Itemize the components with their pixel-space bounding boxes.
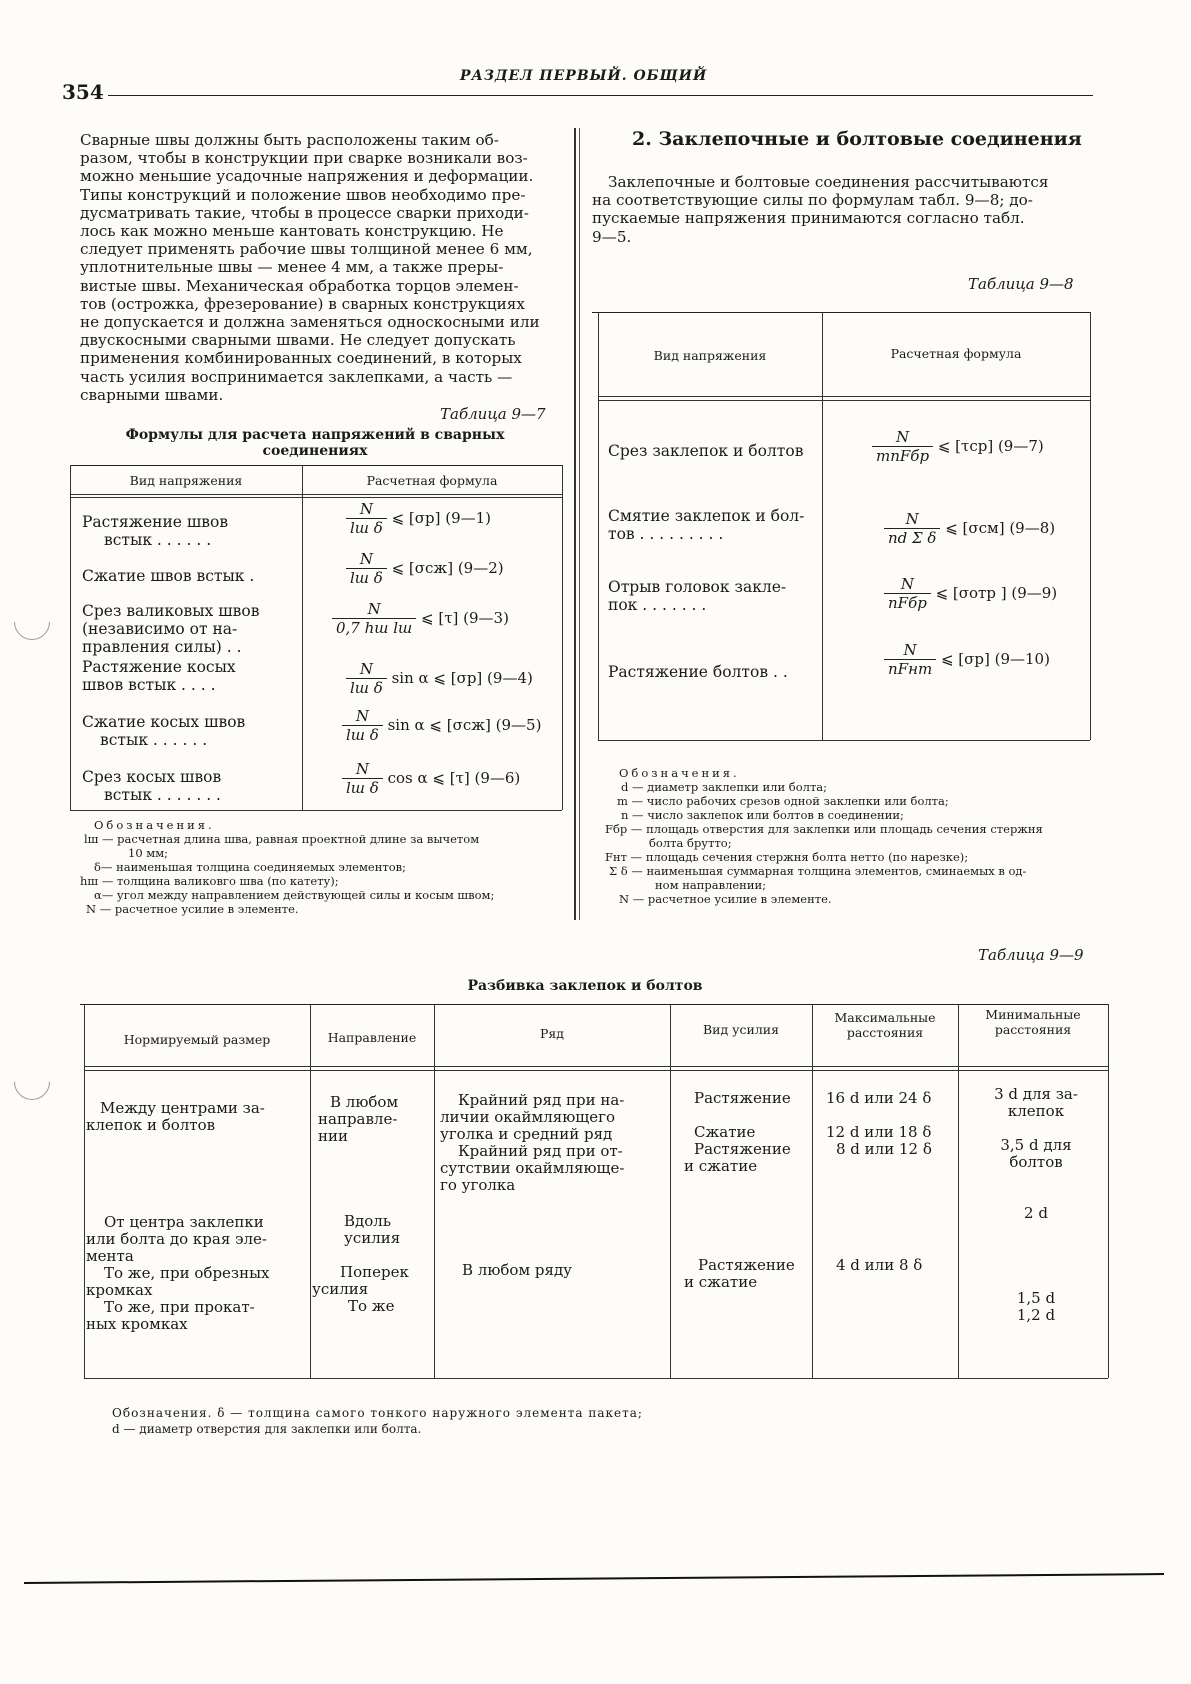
text-line: 9—5. bbox=[592, 227, 632, 246]
denominator: lш δ bbox=[346, 678, 387, 698]
numerator: N bbox=[355, 760, 369, 778]
header-rule bbox=[108, 95, 1093, 96]
formula-rest: ⩽ [τ] (9—3) bbox=[416, 609, 509, 627]
table97-formula bbox=[346, 500, 491, 538]
table99-left-border bbox=[84, 1004, 85, 1378]
table99-top-rule bbox=[80, 1004, 1108, 1005]
table98-header-kind: Вид напряжения bbox=[653, 348, 767, 363]
formula-rest: ⩽ [σотр ] (9—9) bbox=[930, 584, 1058, 602]
cell-line: То же, при обрезных bbox=[104, 1264, 270, 1282]
table97-header-formula: Расчетная формула bbox=[366, 473, 498, 488]
header-line: Минимальные bbox=[985, 1007, 1081, 1022]
text-line: уплотнительные швы — менее 4 мм, а также преры- bbox=[80, 258, 504, 277]
table98-left-border bbox=[598, 312, 599, 740]
row-label-line: правления силы) . . bbox=[82, 638, 242, 656]
cell-line: То же, при прокат- bbox=[104, 1298, 255, 1316]
cell-line: и сжатие bbox=[684, 1273, 758, 1291]
formula-rest: sin α ⩽ [σр] (9—4) bbox=[386, 669, 533, 687]
table97-row-label bbox=[82, 713, 297, 749]
row-label-line: Срез валиковых швов bbox=[82, 602, 260, 620]
table99-col-divider bbox=[812, 1004, 813, 1378]
table99-col-max bbox=[826, 1090, 956, 1274]
table99-col-force bbox=[684, 1090, 812, 1291]
table97-title-line: Формулы для расчета напряжений в сварных bbox=[125, 427, 505, 443]
numerator: N bbox=[359, 550, 373, 568]
table99-header-size: Нормируемый размер bbox=[123, 1032, 271, 1047]
table97-notes bbox=[80, 818, 570, 916]
cell-line: направле- bbox=[318, 1110, 398, 1128]
table98-bottom-rule bbox=[598, 740, 1090, 741]
table97-title bbox=[70, 427, 560, 459]
fraction bbox=[346, 550, 387, 588]
cell-line: усилия bbox=[312, 1280, 369, 1298]
row-label-line: встык . . . . . . . bbox=[104, 786, 221, 804]
note-line: hш — толщина валиковго шва (по катету); bbox=[80, 874, 339, 888]
page-number: 354 bbox=[62, 80, 104, 104]
table97-col-divider bbox=[302, 465, 303, 810]
fraction bbox=[884, 510, 940, 548]
cell-line: Вдоль bbox=[344, 1212, 391, 1230]
cell-line: Растяжение bbox=[694, 1089, 791, 1107]
text-line: дусматривать такие, чтобы в процессе сварки приходи- bbox=[80, 203, 529, 222]
note-line: d — диаметр отверстия для заклепки или болта. bbox=[112, 1422, 422, 1436]
table97-bottom-rule bbox=[70, 810, 562, 811]
table99-col-direction bbox=[312, 1093, 432, 1315]
cell-line: 12 d или 18 δ bbox=[826, 1123, 932, 1141]
cell-line: 8 d или 12 δ bbox=[836, 1140, 932, 1158]
cell-line: Растяжение bbox=[694, 1140, 791, 1158]
table99-header-max bbox=[812, 1010, 958, 1040]
row-label-line: Смятие заклепок и бол- bbox=[608, 507, 805, 525]
numerator: N bbox=[355, 707, 369, 725]
spacer bbox=[826, 1107, 956, 1124]
cell-line: личии окаймляющего bbox=[440, 1108, 615, 1126]
note-line: Обозначения. δ — толщина самого тонкого наружного элемента пакета; bbox=[112, 1406, 643, 1420]
cell-line: мента bbox=[86, 1247, 134, 1265]
cell-line: уголка и средний ряд bbox=[440, 1125, 613, 1143]
cell-line: нии bbox=[318, 1127, 348, 1145]
table98-caption: Таблица 9—8 bbox=[968, 275, 1074, 293]
cell-line: клепок и болтов bbox=[86, 1116, 216, 1134]
cell-line: Крайний ряд при от- bbox=[458, 1142, 623, 1160]
table99-col-divider bbox=[958, 1004, 959, 1378]
table98-row-label bbox=[608, 578, 823, 614]
numerator: N bbox=[895, 428, 910, 446]
formula-rest: ⩽ [σр] (9—1) bbox=[386, 509, 492, 527]
note-line: N — расчетное усилие в элементе. bbox=[619, 892, 832, 906]
text-line: следует применять рабочие швы толщиной менее 6 мм, bbox=[80, 240, 533, 259]
right-paragraph bbox=[592, 173, 1087, 246]
text-line: не допускается и должна заменяться односкосными или bbox=[80, 313, 540, 332]
numerator: N bbox=[359, 660, 373, 678]
table97-header-rule bbox=[70, 494, 562, 495]
text-line: сварными швами. bbox=[80, 385, 224, 404]
cell-line: 3 d для за- bbox=[994, 1085, 1078, 1103]
table98-row-label bbox=[608, 663, 823, 681]
spacer bbox=[684, 1107, 812, 1124]
table97-left-border bbox=[70, 465, 71, 810]
text-line: можно меньшие усадочные напряжения и деформации. bbox=[80, 167, 534, 186]
table98-header-rule bbox=[598, 396, 1090, 397]
row-label-line: швов встык . . . . bbox=[82, 676, 216, 694]
text-line: Сварные швы должны быть расположены таким об- bbox=[80, 131, 499, 149]
table97-header-kind: Вид напряжения bbox=[129, 473, 243, 488]
denominator: nFнт bbox=[884, 659, 936, 679]
denominator: nd Σ δ bbox=[884, 528, 940, 548]
row-label-line: встык . . . . . . bbox=[104, 531, 212, 549]
cell-line: го уголка bbox=[440, 1176, 516, 1194]
note-line: Σ δ — наименьшая суммарная толщина элементов, сминаемых в од- bbox=[609, 864, 1027, 878]
spacer bbox=[826, 1158, 956, 1257]
table98-formula bbox=[884, 575, 1057, 613]
table99-header-rule2 bbox=[84, 1070, 1108, 1071]
table97-title-line: соединениях bbox=[262, 443, 368, 459]
column-rule bbox=[574, 128, 576, 920]
cell-line: кромках bbox=[86, 1281, 153, 1299]
cell-line: 1,2 d bbox=[1016, 1306, 1056, 1324]
fraction bbox=[346, 660, 387, 698]
row-label-line: Сжатие косых швов bbox=[82, 713, 246, 731]
fraction bbox=[884, 575, 931, 613]
table97-formula bbox=[342, 760, 520, 798]
note-line: ном направлении; bbox=[655, 878, 767, 892]
cell-line: клепок bbox=[1007, 1102, 1065, 1120]
text-line: тов (острожка, фрезерование) в сварных конструкциях bbox=[80, 294, 525, 313]
cell-line: Крайний ряд при на- bbox=[458, 1091, 625, 1109]
table97-formula bbox=[346, 660, 533, 698]
table98-row-label bbox=[608, 442, 823, 460]
spacer bbox=[440, 1194, 666, 1262]
note-line: Fнт — площадь сечения стержня болта нетто (по нарезке); bbox=[605, 850, 969, 864]
note-line: n — число заклепок или болтов в соединении; bbox=[621, 808, 904, 822]
table99-title: Разбивка заклепок и болтов bbox=[467, 978, 703, 994]
row-label-line: пок . . . . . . . bbox=[608, 596, 707, 614]
cell-line: В любом bbox=[330, 1093, 399, 1111]
notes-label: Обозначения. bbox=[94, 818, 215, 832]
table97-row-label bbox=[82, 513, 297, 549]
fraction bbox=[872, 428, 933, 466]
table99-col-size bbox=[86, 1100, 308, 1333]
table99-bottom-rule bbox=[84, 1378, 1108, 1379]
table99-caption: Таблица 9—9 bbox=[978, 946, 1084, 964]
row-label-line: Отрыв головок закле- bbox=[608, 578, 787, 596]
table97-row-label bbox=[82, 658, 297, 694]
note-line: lш — расчетная длина шва, равная проектной длине за вычетом bbox=[84, 832, 480, 846]
row-label-line: Срез заклепок и болтов bbox=[608, 442, 804, 460]
table97-row-label bbox=[82, 567, 297, 585]
formula-rest: ⩽ [σсж] (9—2) bbox=[386, 559, 504, 577]
cell-line: ных кромках bbox=[86, 1315, 188, 1333]
note-line: N — расчетное усилие в элементе. bbox=[86, 902, 299, 916]
cell-line: 16 d или 24 δ bbox=[826, 1089, 932, 1107]
section-title: 2. Заклепочные и болтовые соединения bbox=[632, 128, 1082, 150]
table99-header-row: Ряд bbox=[540, 1026, 564, 1041]
cell-line: 4 d или 8 δ bbox=[836, 1256, 923, 1274]
left-paragraph bbox=[80, 131, 560, 404]
formula-rest: cos α ⩽ [τ] (9—6) bbox=[382, 769, 521, 787]
cell-line: усилия bbox=[344, 1229, 401, 1247]
spacer bbox=[684, 1175, 812, 1257]
cell-line: или болта до края эле- bbox=[86, 1230, 267, 1248]
table98-header-rule2 bbox=[598, 400, 1090, 401]
cell-line: и сжатие bbox=[684, 1157, 758, 1175]
spacer bbox=[318, 1145, 432, 1213]
header-line: расстояния bbox=[994, 1022, 1072, 1037]
text-line: лось как можно меньше кантовать конструкцию. Не bbox=[80, 222, 504, 241]
row-label-line: (независимо от на- bbox=[82, 620, 238, 638]
spacer bbox=[966, 1120, 1106, 1137]
numerator: N bbox=[905, 510, 919, 528]
row-label-line: встык . . . . . . bbox=[100, 731, 208, 749]
numerator: N bbox=[359, 500, 373, 518]
table99-col-divider bbox=[310, 1004, 311, 1378]
cell-line: Сжатие bbox=[694, 1123, 756, 1141]
cell-line: Поперек bbox=[340, 1263, 409, 1281]
formula-rest: ⩽ [σр] (9—10) bbox=[936, 650, 1050, 668]
cell-line: Между центрами за- bbox=[100, 1099, 265, 1117]
table98-notes bbox=[605, 766, 1095, 906]
table99-header-force: Вид усилия bbox=[702, 1022, 780, 1037]
punch-hole-mark bbox=[7, 1057, 58, 1108]
fraction bbox=[884, 641, 936, 679]
table99-right-border bbox=[1108, 1004, 1109, 1378]
header-line: Максимальные bbox=[834, 1010, 936, 1025]
cell-line: То же bbox=[348, 1297, 395, 1315]
note-line: болта брутто; bbox=[649, 836, 732, 850]
denominator: lш δ bbox=[342, 725, 383, 745]
running-head: РАЗДЕЛ ПЕРВЫЙ. ОБЩИЙ bbox=[460, 68, 708, 84]
table99-header-rule bbox=[84, 1066, 1108, 1067]
table99-col-row bbox=[440, 1092, 666, 1279]
row-label-line: Сжатие швов встык . bbox=[82, 567, 255, 585]
formula-rest: ⩽ [σсм] (9—8) bbox=[940, 519, 1056, 537]
table98-header-formula: Расчетная формула bbox=[890, 346, 1022, 361]
table98-formula bbox=[872, 428, 1044, 466]
table99-header-min bbox=[958, 1007, 1108, 1037]
scan-edge-line bbox=[24, 1573, 1164, 1584]
table98-row-label bbox=[608, 507, 823, 543]
spacer bbox=[966, 1171, 1106, 1205]
row-label-line: Растяжение косых bbox=[82, 658, 236, 676]
numerator: N bbox=[367, 600, 381, 618]
table97-row-label bbox=[82, 768, 297, 804]
note-line: 10 мм; bbox=[128, 846, 169, 860]
cell-line: 3,5 d для bbox=[1000, 1136, 1072, 1154]
notes-label: Обозначения. bbox=[619, 766, 740, 780]
text-line: двускосными сварными швами. Не следует допускать bbox=[80, 331, 516, 350]
table97-top-rule bbox=[70, 465, 562, 466]
note-line: Fбр — площадь отверстия для заклепки или площадь сечения стержня bbox=[605, 822, 1043, 836]
formula-rest: ⩽ [τср] (9—7) bbox=[933, 437, 1044, 455]
text-line: применения комбинированных соединений, в которых bbox=[80, 349, 522, 368]
text-line: часть усилия воспринимается заклепками, а часть — bbox=[80, 367, 513, 386]
formula-rest: sin α ⩽ [σсж] (9—5) bbox=[382, 716, 542, 734]
table97-right-border bbox=[562, 465, 563, 810]
spacer bbox=[318, 1247, 432, 1264]
cell-line: 1,5 d bbox=[1016, 1289, 1056, 1307]
denominator: lш δ bbox=[342, 778, 383, 798]
column-rule-inner bbox=[579, 128, 580, 920]
row-label-line: Срез косых швов bbox=[82, 768, 222, 786]
numerator: N bbox=[900, 575, 914, 593]
cell-line: От центра заклепки bbox=[104, 1213, 264, 1231]
denominator: lш δ bbox=[346, 568, 387, 588]
text-line: пускаемые напряжения принимаются согласно табл. bbox=[592, 209, 1025, 228]
text-line: на соответствующие силы по формулам табл. 9—8; до- bbox=[592, 191, 1033, 210]
fraction bbox=[332, 600, 416, 638]
table97-formula bbox=[342, 707, 541, 745]
fraction bbox=[342, 760, 383, 798]
header-line: расстояния bbox=[846, 1025, 924, 1040]
cell-line: В любом ряду bbox=[462, 1261, 573, 1279]
row-label-line: тов . . . . . . . . . bbox=[608, 525, 724, 543]
fraction bbox=[342, 707, 383, 745]
table99-header-direction: Направление bbox=[327, 1030, 417, 1045]
table97-row-label bbox=[82, 602, 297, 656]
table97-formula bbox=[332, 600, 509, 638]
row-label-line: Растяжение швов bbox=[82, 513, 229, 531]
note-line: δ— наименьшая толщина соединяемых элементов; bbox=[94, 860, 407, 874]
spacer bbox=[86, 1134, 308, 1214]
cell-line: сутствии окаймляюще- bbox=[440, 1159, 625, 1177]
table99-col-divider bbox=[670, 1004, 671, 1378]
fraction bbox=[346, 500, 387, 538]
table97-formula bbox=[346, 550, 504, 588]
denominator: lш δ bbox=[346, 518, 387, 538]
cell-line: болтов bbox=[1009, 1153, 1063, 1171]
denominator: 0,7 hш lш bbox=[332, 618, 416, 638]
note-line: m — число рабочих срезов одной заклепки или болта; bbox=[617, 794, 949, 808]
text-line: Типы конструкций и положение швов необходимо пре- bbox=[80, 185, 526, 204]
text-line: Заклепочные и болтовые соединения рассчитываются bbox=[608, 173, 1049, 191]
table98-formula bbox=[884, 641, 1050, 679]
table99-col-min bbox=[966, 1086, 1106, 1324]
denominator: mnFбр bbox=[872, 446, 933, 466]
text-line: вистые швы. Механическая обработка торцов элемен- bbox=[80, 276, 519, 295]
table97-caption: Таблица 9—7 bbox=[440, 405, 546, 423]
table98-formula bbox=[884, 510, 1055, 548]
table98-top-rule bbox=[592, 312, 1090, 313]
table99-notes bbox=[112, 1405, 1012, 1437]
spacer bbox=[966, 1222, 1106, 1290]
note-line: d — диаметр заклепки или болта; bbox=[621, 780, 828, 794]
text-line: разом, чтобы в конструкции при сварке возникали воз- bbox=[80, 149, 528, 168]
cell-line: Растяжение bbox=[698, 1256, 795, 1274]
row-label-line: Растяжение болтов . . bbox=[608, 663, 788, 681]
note-line: α— угол между направлением действующей силы и косым швом; bbox=[94, 888, 495, 902]
denominator: nFбр bbox=[884, 593, 931, 613]
punch-hole-mark bbox=[7, 597, 58, 648]
table97-header-rule2 bbox=[70, 497, 562, 498]
table99-col-divider bbox=[434, 1004, 435, 1378]
table98-right-border bbox=[1090, 312, 1091, 740]
cell-line: 2 d bbox=[1024, 1204, 1048, 1222]
numerator: N bbox=[903, 641, 917, 659]
